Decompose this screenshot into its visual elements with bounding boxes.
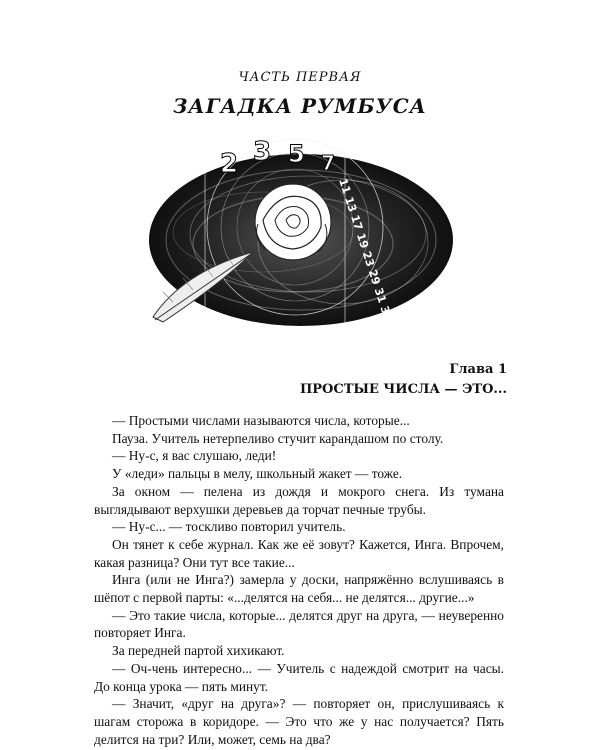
chapter-number: Глава 1 [449, 362, 507, 377]
illustration [143, 132, 460, 344]
number-2: 2 [220, 149, 239, 179]
paragraph: — Значит, «друг на друга»? — повторяет он, прислушиваясь к шагам сторожа в коридоре. — Это что же у нас получается? Пять делится на три? Или, может, семь на два? [94, 696, 504, 747]
paragraph: — Простыми числами называются числа, которые... [112, 413, 410, 428]
paragraph: — Оч-чень интересно... — Учитель с надеждой смотрит на часы. До конца урока — пять минут. [94, 660, 504, 694]
number-7: 7 [321, 151, 335, 175]
paragraph: — Ну-с... — тоскливо повторил учитель. [112, 519, 346, 535]
part-label: ЧАСТЬ ПЕРВАЯ [238, 70, 362, 85]
paragraph: За передней партой хихикают. [112, 643, 285, 659]
prime-numbers-spiral: 11 13 17 19 23 29 31 37 [336, 176, 395, 323]
paragraph: — Это такие числа, которые... делятся друг на друга, — неуверенно повторяет Инга. [94, 607, 504, 641]
paragraph: Пауза. Учитель нетерпеливо стучит карандашом по столу. [112, 430, 444, 446]
paragraph: Инга (или не Инга?) замерла у доски, напряжённо вслушиваясь в шёпот с первой парты: «...делятся на себя... не делятся... другие...» [94, 572, 504, 606]
paragraph: За окном — пелена из дождя и мокрого снега. Из тумана выглядывают верхушки деревьев да торчат печные трубы. [94, 483, 504, 517]
number-5: 5 [288, 140, 305, 168]
paragraph: У «леди» пальцы в мелу, школьный жакет — тоже. [112, 466, 403, 482]
number-3: 3 [253, 137, 272, 167]
paragraph: Он тянет к себе журнал. Как же её зовут? Кажется, Инга. Впрочем, какая разница? Они тут все такие... [94, 536, 504, 570]
paragraph: — Ну-с, я вас слушаю, леди! [112, 448, 277, 464]
page-title: ЗАГАДКА РУМБУСА [173, 94, 427, 118]
body-text [94, 412, 504, 748]
chapter-title: ПРОСТЫЕ ЧИСЛА — ЭТО... [299, 382, 507, 397]
rose [255, 184, 331, 260]
